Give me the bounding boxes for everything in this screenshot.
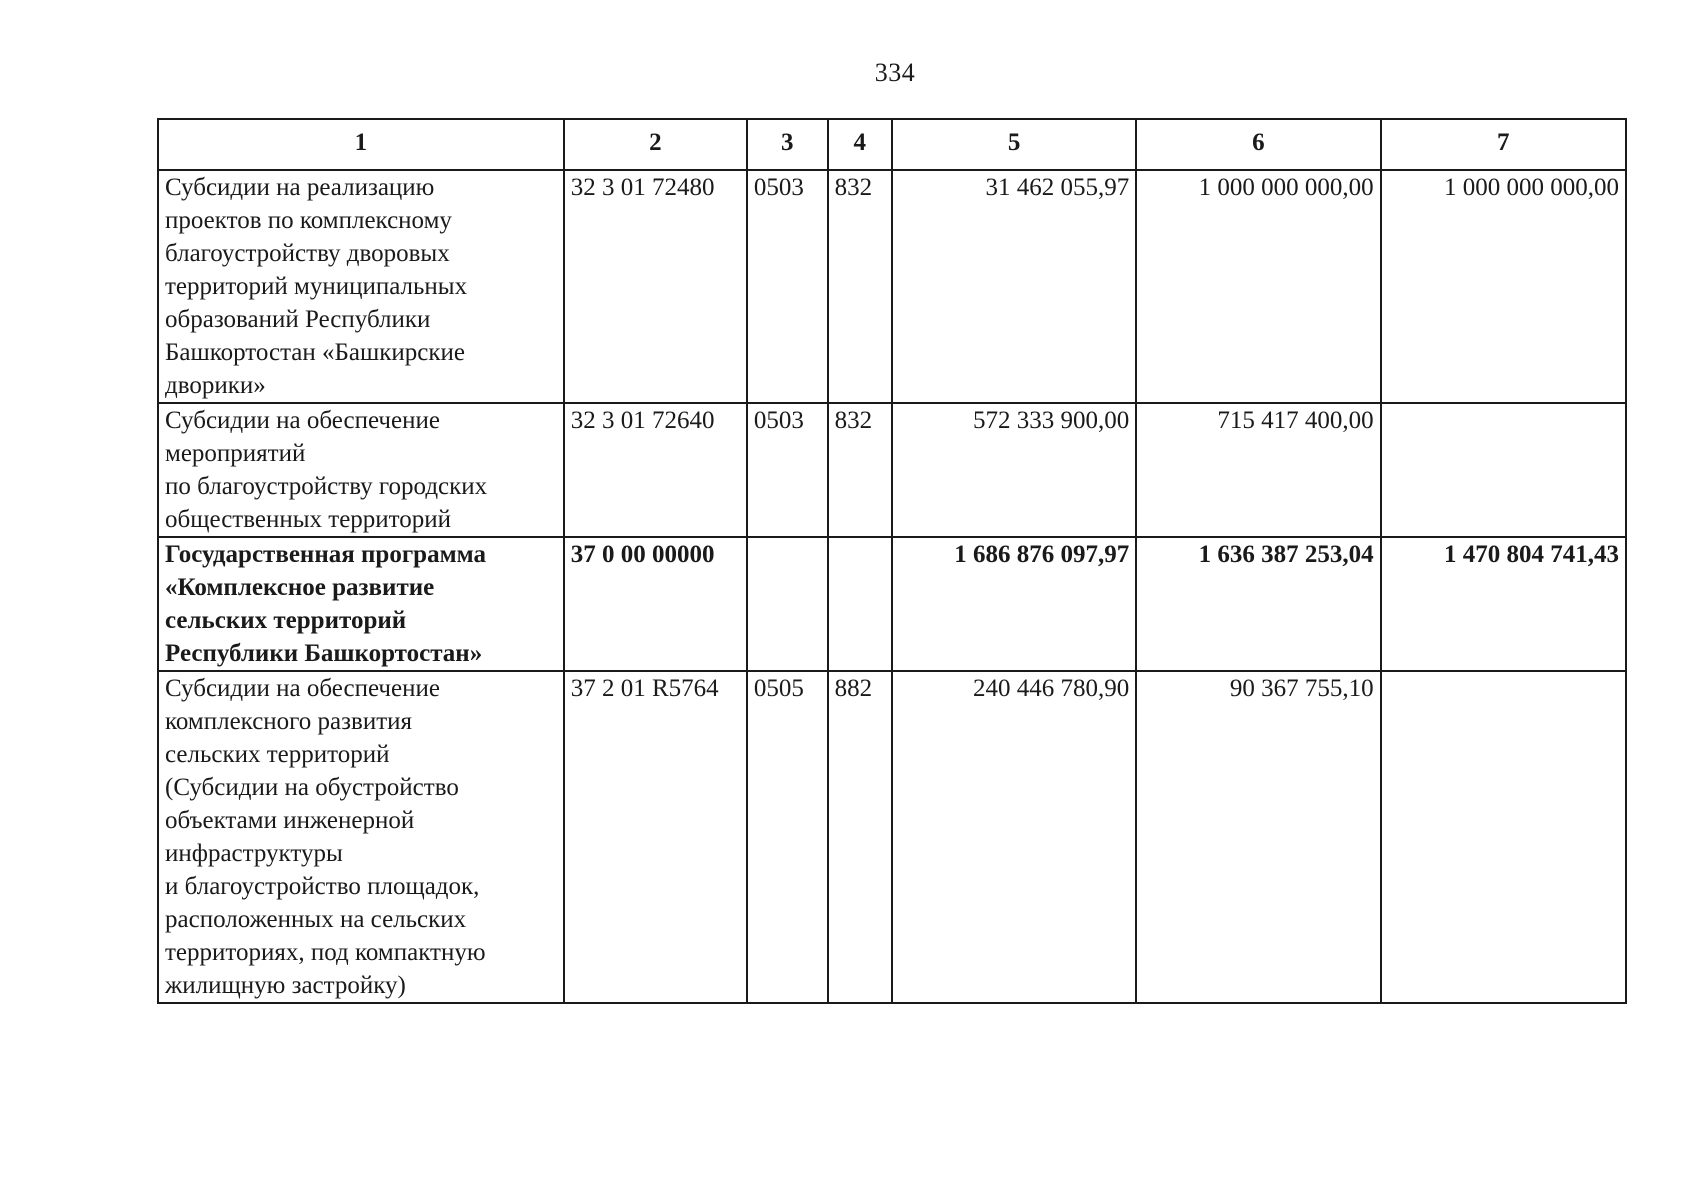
row-description: Субсидии на реализацию проектов по комплексному благоустройству дворовых территорий муниципальных образований Республики Башкортостан «Башкирские дворики» bbox=[158, 170, 564, 403]
row-col5: 31 462 055,97 bbox=[892, 170, 1136, 403]
table-row bbox=[158, 671, 1626, 1003]
row-code: 37 0 00 00000 bbox=[564, 537, 747, 671]
header-col-7: 7 bbox=[1381, 119, 1626, 170]
row-code: 32 3 01 72480 bbox=[564, 170, 747, 403]
header-col-1: 1 bbox=[158, 119, 564, 170]
row-col6: 1 636 387 253,04 bbox=[1136, 537, 1380, 671]
row-col5: 240 446 780,90 bbox=[892, 671, 1136, 1003]
row-description: Субсидии на обеспечение мероприятий по благоустройству городских общественных территорий bbox=[158, 403, 564, 537]
row-section: 0503 bbox=[747, 170, 828, 403]
row-section: 0505 bbox=[747, 671, 828, 1003]
header-col-5: 5 bbox=[892, 119, 1136, 170]
table-row-program bbox=[158, 537, 1626, 671]
header-col-6: 6 bbox=[1136, 119, 1380, 170]
header-col-4: 4 bbox=[828, 119, 892, 170]
row-col7: 1 470 804 741,43 bbox=[1381, 537, 1626, 671]
row-section bbox=[747, 537, 828, 671]
row-section: 0503 bbox=[747, 403, 828, 537]
table-row bbox=[158, 170, 1626, 403]
header-row bbox=[158, 119, 1626, 170]
row-description: Государственная программа «Комплексное развитие сельских территорий Республики Башкортостан» bbox=[158, 537, 564, 671]
budget-table bbox=[157, 118, 1627, 1004]
row-col7 bbox=[1381, 403, 1626, 537]
row-col7 bbox=[1381, 671, 1626, 1003]
row-kind: 832 bbox=[828, 170, 892, 403]
row-col6: 1 000 000 000,00 bbox=[1136, 170, 1380, 403]
header-col-2: 2 bbox=[564, 119, 747, 170]
row-kind: 882 bbox=[828, 671, 892, 1003]
row-col5: 1 686 876 097,97 bbox=[892, 537, 1136, 671]
page-number: 334 bbox=[874, 58, 916, 87]
header-col-3: 3 bbox=[747, 119, 828, 170]
row-col6: 90 367 755,10 bbox=[1136, 671, 1380, 1003]
row-code: 32 3 01 72640 bbox=[564, 403, 747, 537]
row-code: 37 2 01 R5764 bbox=[564, 671, 747, 1003]
row-col7: 1 000 000 000,00 bbox=[1381, 170, 1626, 403]
table-row bbox=[158, 403, 1626, 537]
row-kind bbox=[828, 537, 892, 671]
row-description: Субсидии на обеспечение комплексного развития сельских территорий (Субсидии на обустройство объектами инженерной инфраструктуры и благоустройство площадок, расположенных на сельских территориях, под компактную жилищную застройку) bbox=[158, 671, 564, 1003]
row-col5: 572 333 900,00 bbox=[892, 403, 1136, 537]
row-kind: 832 bbox=[828, 403, 892, 537]
row-col6: 715 417 400,00 bbox=[1136, 403, 1380, 537]
